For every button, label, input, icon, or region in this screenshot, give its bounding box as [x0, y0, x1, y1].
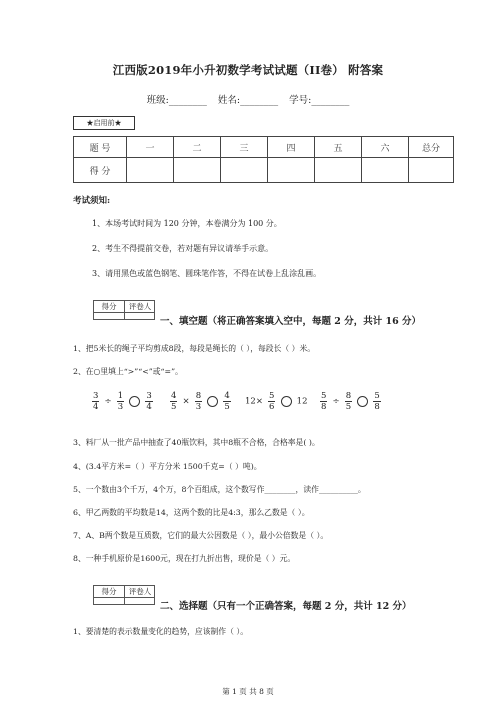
grader-divider — [124, 586, 125, 604]
score-entry-cell[interactable] — [409, 158, 454, 183]
grader-box — [93, 300, 155, 320]
denominator: 6 — [269, 402, 275, 412]
score-entry-cell[interactable] — [362, 158, 409, 183]
compare-circle[interactable] — [357, 396, 368, 407]
score-entry-cell[interactable] — [127, 158, 174, 183]
score-label-cell: 得 分 — [74, 158, 127, 183]
operator: × — [182, 396, 190, 407]
notice-item: 1、本场考试时间为 120 分钟，本卷满分为 100 分。 — [92, 219, 282, 228]
grader-score-label: 得分 — [101, 587, 117, 596]
numerator: 3 — [93, 391, 99, 401]
fraction — [223, 391, 230, 412]
denominator: 4 — [93, 402, 99, 412]
score-table-score-row — [74, 158, 454, 183]
grader-divider — [124, 301, 125, 319]
question-1-4: 4、(3.4平方米=（ ）平方分米 1500千克=（ ）吨)。 — [73, 462, 262, 471]
compare-circle[interactable] — [281, 396, 292, 407]
page-title: 江西版2019年小升初数学考试试题（II卷） 附答案 — [112, 63, 384, 77]
score-table-cell: 五 — [315, 137, 362, 158]
grader-box — [93, 585, 155, 605]
denominator: 4 — [146, 402, 152, 412]
score-entry-cell[interactable] — [268, 158, 315, 183]
score-entry-cell[interactable] — [315, 158, 362, 183]
numerator: 4 — [171, 391, 177, 401]
score-table-cell: 四 — [268, 137, 315, 158]
student-info — [0, 92, 496, 106]
denominator: 3 — [117, 402, 124, 412]
fraction — [117, 391, 124, 412]
section-one-title: 一、填空题（将正确答案填入空中，每题 2 分，共计 16 分） — [160, 316, 422, 327]
fraction — [268, 391, 275, 412]
notice-item: 3、请用黑色或蓝色钢笔、圆珠笔作答，不得在试卷上乱涂乱画。 — [92, 269, 322, 278]
question-1-5: 5、一个数由3个千万，4个万，8个百组成，这个数写作________，读作__________。 — [73, 485, 366, 494]
fraction — [345, 391, 352, 412]
denominator: 5 — [171, 402, 177, 412]
question-1-6: 6、甲乙两数的平均数是14，这两个数的比是4:3，那么乙数是（ ）。 — [73, 508, 310, 517]
compare-circle[interactable] — [129, 396, 140, 407]
compare-expression-2 — [170, 391, 231, 412]
fraction — [92, 391, 99, 412]
operator: ÷ — [332, 396, 340, 407]
fraction — [373, 391, 380, 412]
fraction — [195, 391, 202, 412]
fraction — [145, 391, 152, 412]
notice-item: 2、考生不得提前交卷，若对题有异议请举手示意。 — [92, 244, 274, 253]
numerator: 5 — [374, 391, 380, 401]
numerator: 8 — [195, 391, 202, 401]
numerator: 8 — [345, 391, 352, 401]
grader-divider — [94, 312, 154, 313]
compare-expression-1 — [92, 391, 153, 412]
name-field[interactable]: 姓名:________ — [217, 95, 279, 106]
numerator: 4 — [224, 391, 230, 401]
operator: ÷ — [104, 396, 112, 407]
class-field[interactable]: 班级:________ — [146, 95, 207, 106]
operator: 12× — [245, 396, 263, 407]
numerator: 3 — [146, 391, 152, 401]
section-two-title: 二、选择题（只有一个正确答案，每题 2 分，共计 12 分） — [160, 601, 412, 612]
denominator: 3 — [195, 402, 202, 412]
score-entry-cell[interactable] — [221, 158, 268, 183]
score-table-cell: 三 — [221, 137, 268, 158]
grader-divider — [94, 597, 154, 598]
denominator: 8 — [321, 402, 327, 412]
question-1-1: 1、把5米长的绳子平均剪成8段，每段是绳长的（ ），每段长（ ）米。 — [73, 344, 316, 353]
numerator: 1 — [117, 391, 124, 401]
question-1-3: 3、料厂从一批产品中抽查了40瓶饮料，其中8瓶不合格，合格率是( )。 — [73, 438, 320, 447]
compare-circle[interactable] — [207, 396, 218, 407]
student-id-field[interactable]: 学号:________ — [289, 95, 350, 106]
score-table-cell: 二 — [174, 137, 221, 158]
fraction — [170, 391, 177, 412]
denominator: 8 — [374, 402, 380, 412]
numerator: 5 — [321, 391, 327, 401]
fraction — [320, 391, 327, 412]
score-table-cell: 一 — [127, 137, 174, 158]
grader-reviewer-label: 评卷人 — [128, 302, 152, 311]
page-footer: 第 1 页 共 8 页 — [222, 687, 274, 696]
operand: 12 — [296, 396, 308, 407]
question-1-8: 8、一种手机原价是1600元，现在打九折出售，现价是（ ）元。 — [73, 554, 296, 563]
score-table-header-row — [74, 137, 454, 158]
score-table-cell: 六 — [362, 137, 409, 158]
grader-reviewer-label: 评卷人 — [128, 587, 152, 596]
confidential-stamp: ★启用前★ — [73, 116, 135, 130]
compare-expression-4 — [320, 391, 381, 412]
score-entry-cell[interactable] — [174, 158, 221, 183]
question-2-1: 1、要清楚的表示数量变化的趋势，应该制作（ ）。 — [73, 627, 249, 636]
numerator: 5 — [269, 391, 275, 401]
question-1-7: 7、A、B两个数是互质数，它们的最大公因数是（ ），最小公倍数是（ ）。 — [73, 531, 329, 540]
question-1-2: 2、在○里填上“>”“<”或“=”。 — [73, 367, 183, 376]
score-table — [73, 136, 454, 183]
denominator: 5 — [224, 402, 230, 412]
score-table-cell: 总分 — [409, 137, 454, 158]
grader-score-label: 得分 — [101, 302, 117, 311]
score-table-cell: 题 号 — [74, 137, 127, 158]
notice-heading: 考试须知: — [73, 196, 111, 206]
denominator: 5 — [345, 402, 352, 412]
compare-expression-3 — [245, 391, 307, 412]
